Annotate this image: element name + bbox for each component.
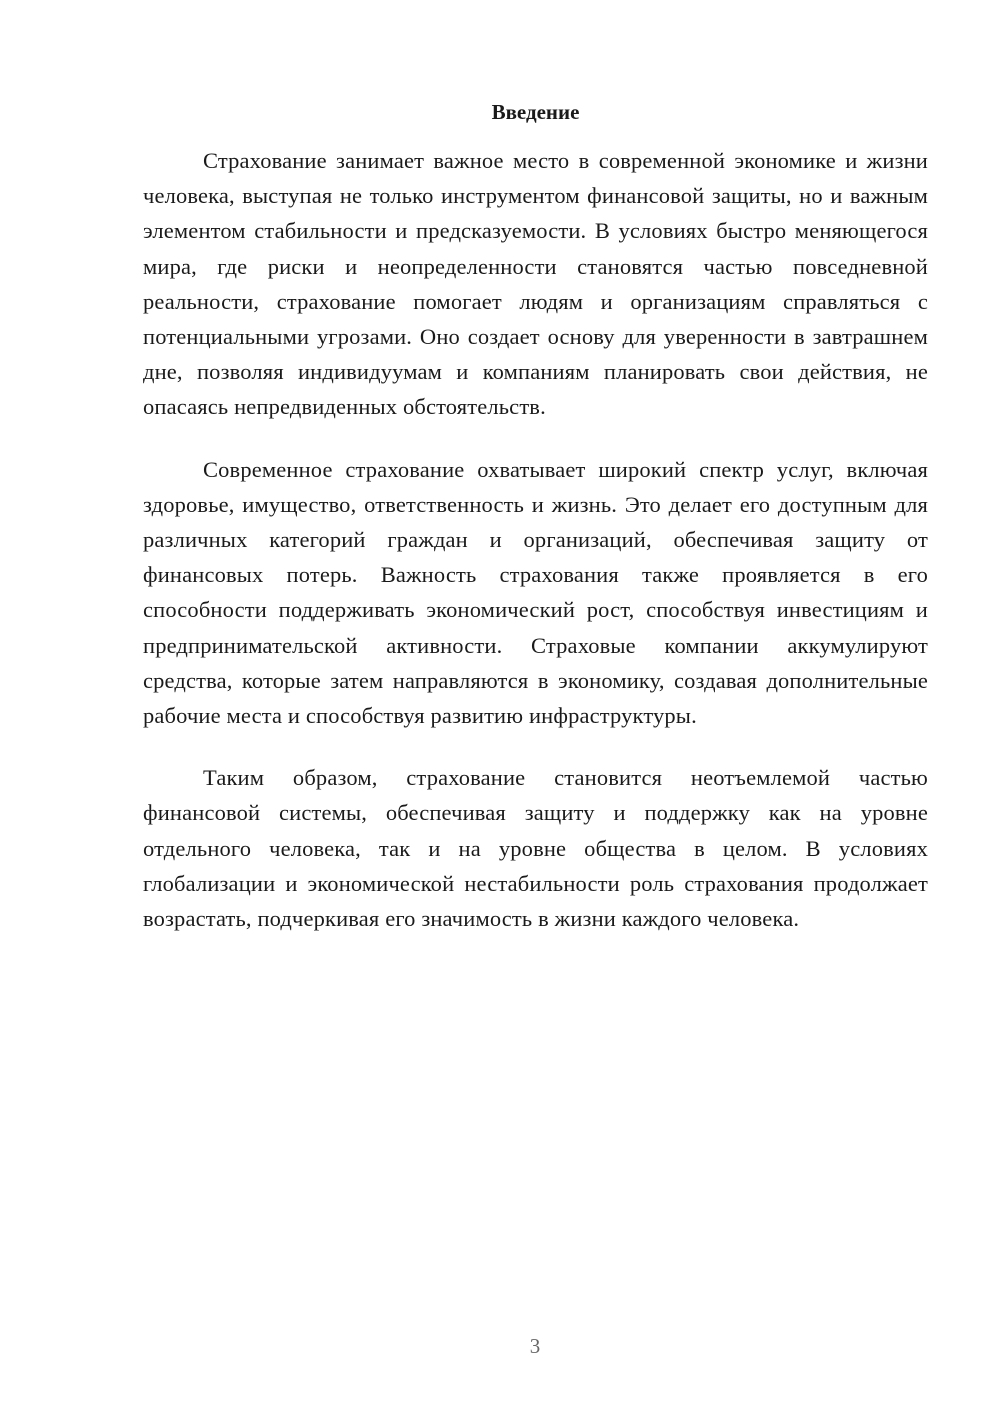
paragraph-1: Страхование занимает важное место в современной экономике и жизни человека, выступая не только инструментом финансовой защиты, но и важным элементом стабильности и предсказуемости. В условиях быстро меняющегося мира, где риски и неопределенности становятся частью повседневной реальности, страхование помогает людям и организациям справляться с потенциальными угрозами. Оно создает основу для уверенности в завтрашнем дне, позволяя индивидуумам и компаниям планировать свои действия, не опасаясь непредвиденных обстоятельств. [143, 148, 928, 420]
paragraph-3: Таким образом, страхование становится неотъемлемой частью финансовой системы, обеспечивая защиту и поддержку как на уровне отдельного человека, так и на уровне общества в целом. В условиях глобализации и экономической нестабильности роль страхования продолжает возрастать, подчеркивая его значимость в жизни каждого человека. [143, 765, 928, 932]
paragraph-2: Современное страхование охватывает широкий спектр услуг, включая здоровье, имущество, ответственность и жизнь. Это делает его доступным для различных категорий граждан и организаций, обеспечивая защиту от финансовых потерь. Важность страхования также проявляется в его способности поддерживать экономический рост, способствуя инвестициям и предпринимательской активности. Страховые компании аккумулируют средства, которые затем направляются в экономику, создавая дополнительные рабочие места и способствуя развитию инфраструктуры. [143, 456, 928, 729]
section-title: Введение [491, 100, 580, 124]
page-number: 3 [529, 1334, 541, 1358]
body-text [143, 143, 928, 963]
